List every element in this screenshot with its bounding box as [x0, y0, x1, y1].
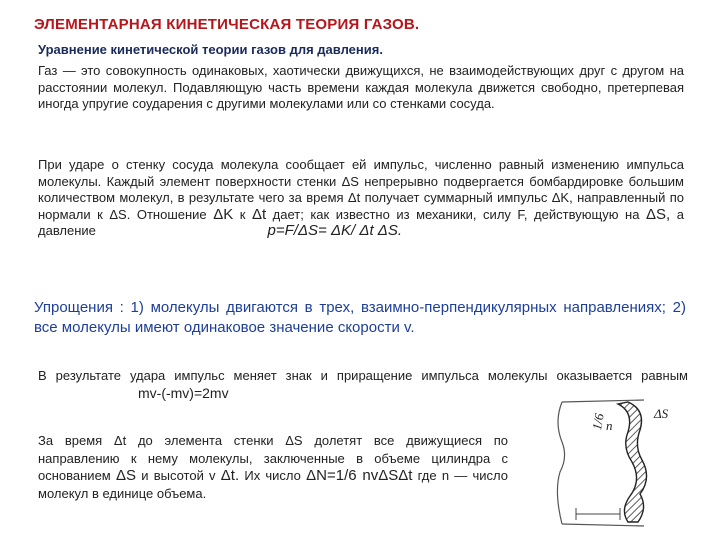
- cylinder-figure: [548, 392, 698, 532]
- figure-n-label: n: [606, 418, 613, 433]
- pressure-formula: p=F/ΔS= ΔK/ Δt ΔS.: [267, 222, 403, 240]
- gas-definition-paragraph: Газ — это совокупность одинаковых, хаотически движущихся, не взаимодействующих друг с другом на расстоянии молекул. Подавляющую часть времени каждая молекула движется свободно, претерпевая иногда упругие соударения с другими молекулами или со стенками сосуда.: [38, 63, 684, 112]
- delta-s: ΔS,: [645, 205, 671, 223]
- figure-ds-label: ΔS: [654, 406, 669, 421]
- count-text-1: За время Δt до элемента стенки ΔS долетят все движущиеся по направлению к нему молекулы, заключенные в объеме цилиндра с основанием: [38, 433, 508, 483]
- impulse-text-2: дает; как известно из механики, силу F, действующую на: [272, 206, 640, 222]
- simplifications-paragraph: Упрощения : 1) молекулы двигаются в трех, взаимно-перпендикулярных направлениях; 2) все молекулы имеют одинаковое значение скорости v.: [34, 299, 686, 336]
- momentum-change-text: В результате удара импульс меняет знак и приращение импульса молекулы оказывается равным: [38, 368, 688, 383]
- momentum-formula: mv-(-mv)=2mv: [138, 384, 229, 401]
- cylinder-top-edge: [562, 400, 644, 402]
- section-subtitle: Уравнение кинетической теории газов для давления.: [38, 42, 383, 57]
- word-k: к: [239, 206, 246, 222]
- impulse-text-3: а давление: [38, 206, 684, 239]
- delta-t: Δt: [251, 205, 267, 223]
- impulse-text-1: При ударе о стенку сосуда молекула сообщает ей импульс, численно равный изменению импульса молекулы. Каждый элемент поверхности стенки ΔS непрерывно подвергается бомбардировке большим количеством молекул, в результате чего за время Δt получает суммарный импульс ΔK, направленный по нормали к ΔS. Отношение: [38, 157, 684, 222]
- count-text-3: Их число: [244, 468, 301, 483]
- delta-k: ΔK: [213, 205, 234, 223]
- count-text-4: где n — число молекул в единице объема.: [38, 468, 508, 501]
- wall-element-shape: [618, 402, 647, 522]
- cylinder-bottom-edge: [562, 524, 644, 526]
- page-title: ЭЛЕМЕНТАРНАЯ КИНЕТИЧЕСКАЯ ТЕОРИЯ ГАЗОВ.: [34, 16, 420, 33]
- impulse-paragraph: [38, 157, 684, 240]
- count-delta-t: Δt.: [220, 467, 240, 484]
- count-formula: ΔN=1/6 nvΔSΔt: [306, 467, 413, 484]
- cylinder-left-edge: [557, 402, 564, 524]
- count-text-2: и высотой v: [141, 468, 216, 483]
- count-delta-s: ΔS: [115, 467, 136, 484]
- figure-fraction-label: 1/6: [589, 412, 607, 432]
- molecule-count-paragraph: [38, 432, 508, 502]
